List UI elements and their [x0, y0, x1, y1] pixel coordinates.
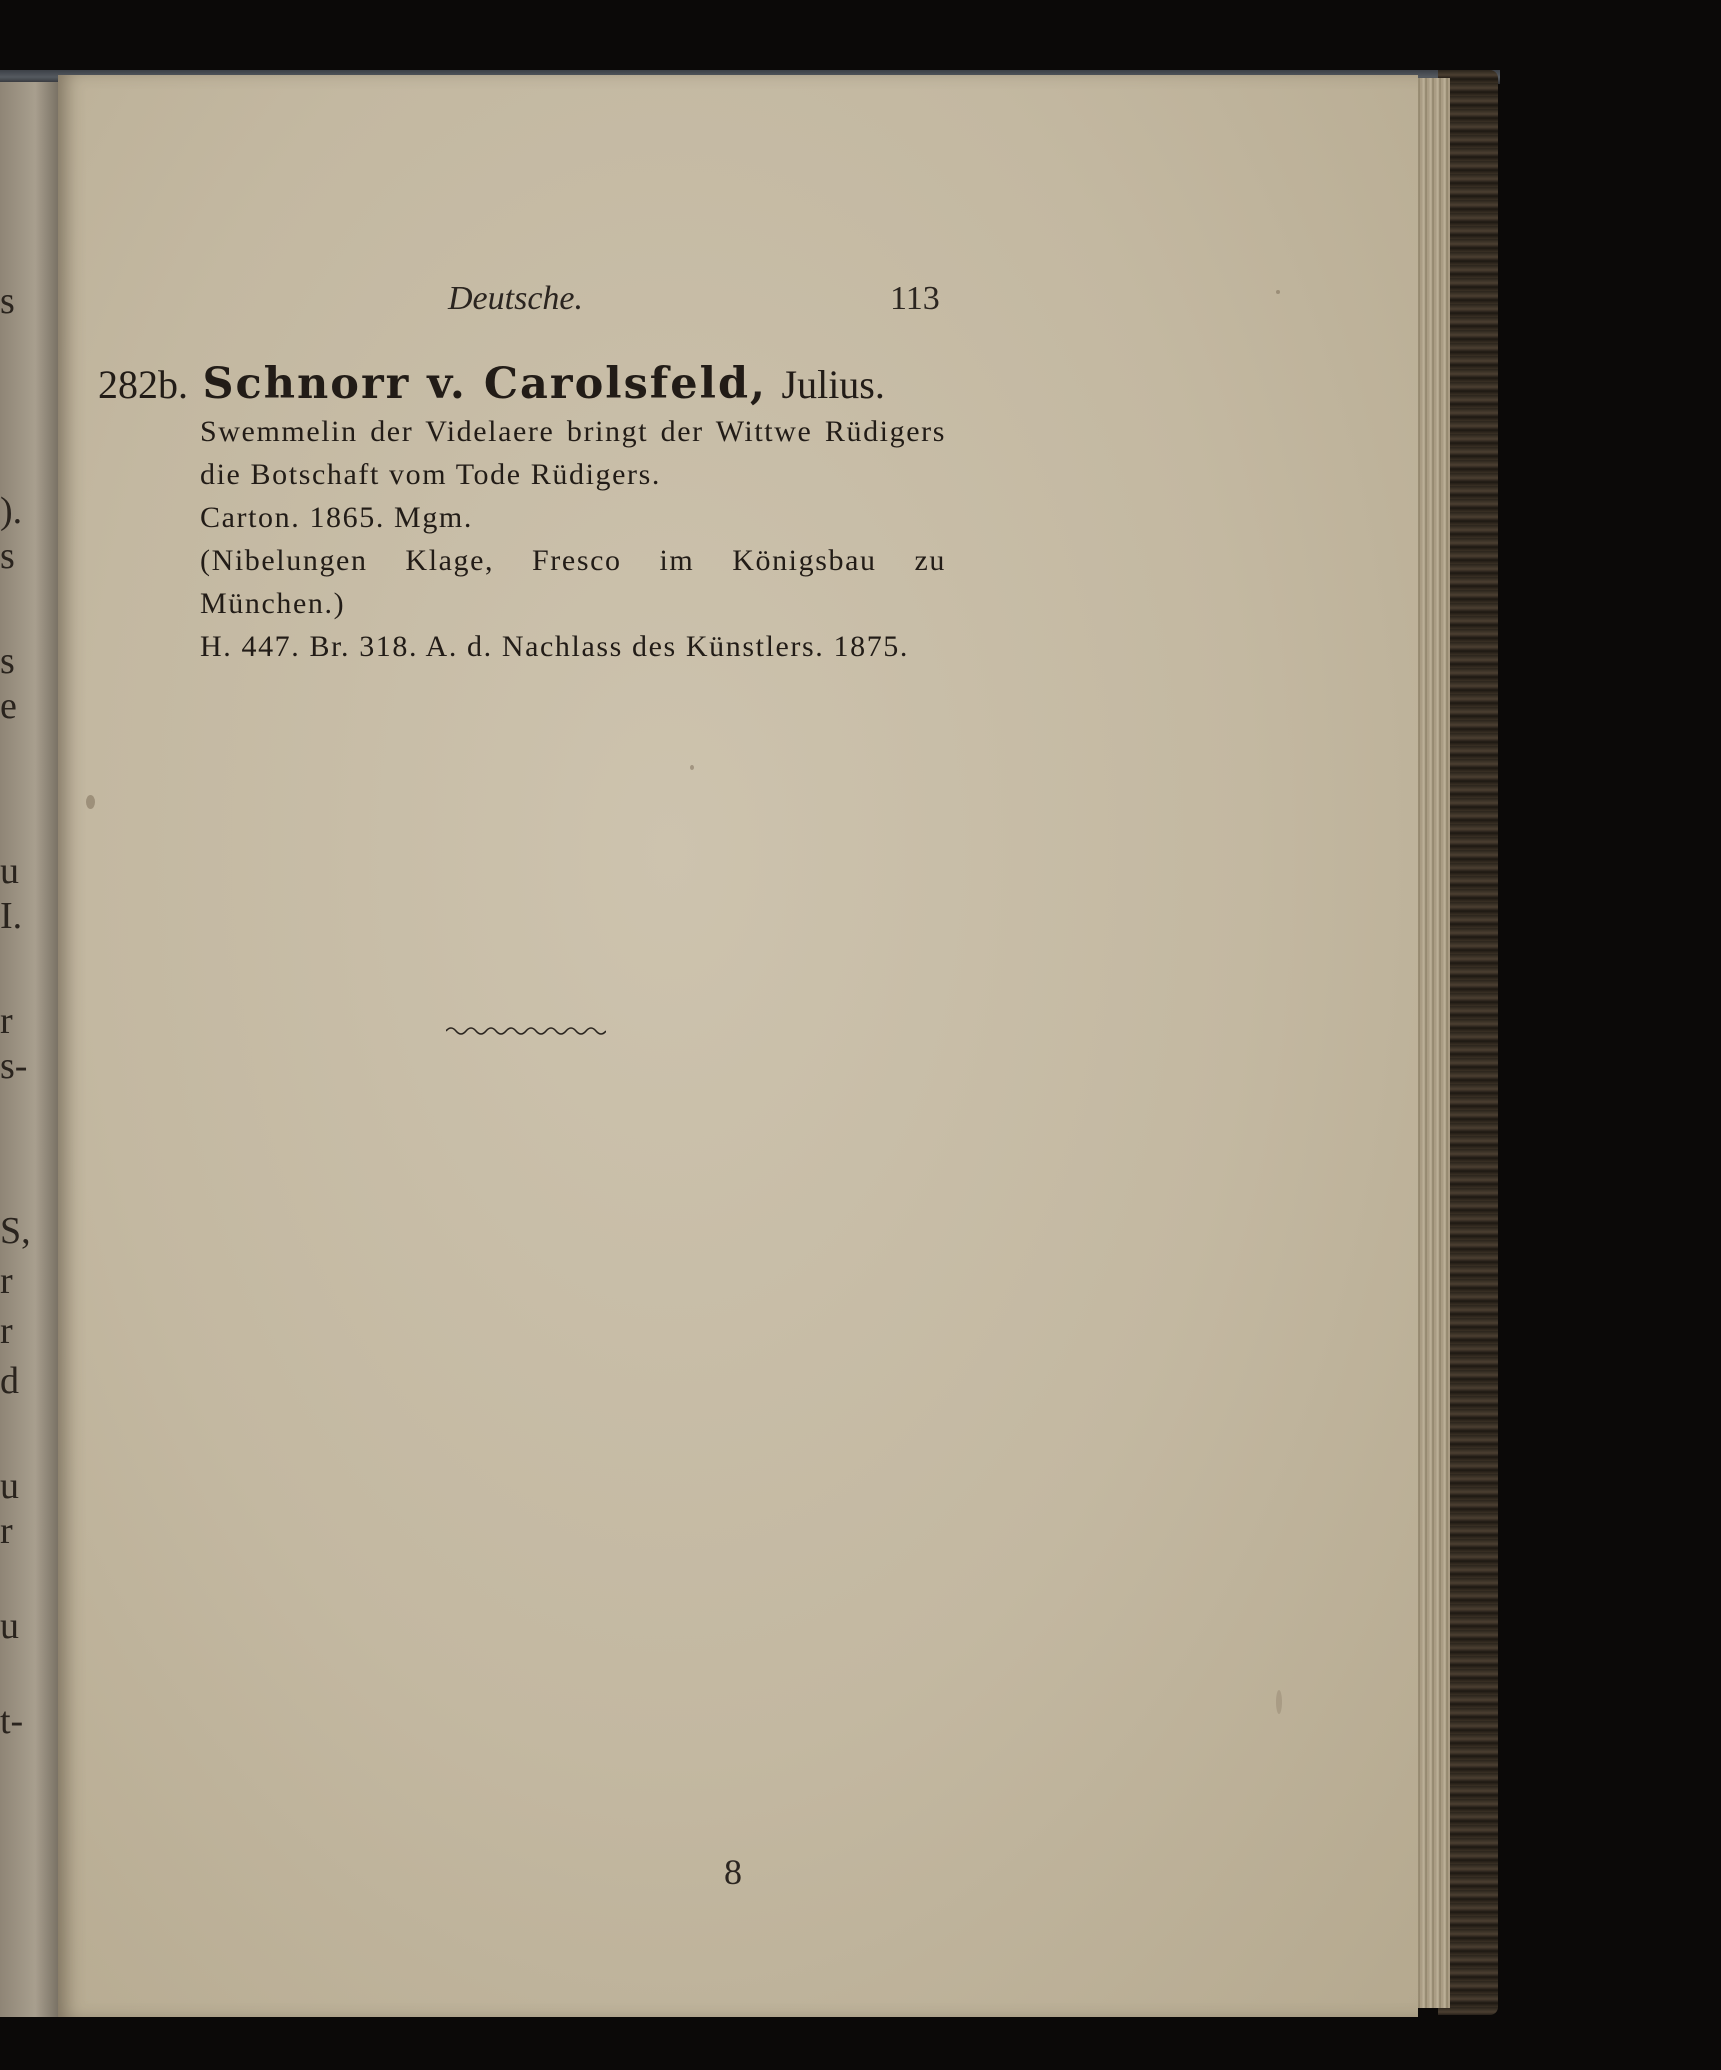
page-header	[58, 280, 1418, 324]
artist-given-name: Julius.	[781, 362, 885, 407]
entry-number: 282b.	[98, 362, 188, 407]
left-page-fragment: t-	[0, 1700, 24, 1742]
artwork-title: Swemmelin der Videlaere bringt der Wittwe Rüdigers die Botschaft vom Tode Rüdigers.	[200, 415, 946, 491]
paper-speck	[1276, 1690, 1282, 1714]
left-facing-page	[0, 82, 67, 2017]
medium-line: Carton. 1865. Mgm.	[200, 501, 473, 534]
reference-note: (Nibelungen Klage, Fresco im Königsbau zu München.)	[200, 544, 946, 620]
paper-speck	[86, 795, 95, 809]
artist-name: Schnorr v. Carolsfeld,	[202, 359, 768, 409]
left-page-fragment: I.	[0, 895, 23, 937]
left-page-fragment: r	[0, 1310, 13, 1352]
paper-speck	[690, 765, 694, 770]
left-page-fragment: r	[0, 1000, 13, 1042]
wavy-divider	[446, 1023, 606, 1039]
signature-mark: 8	[724, 1852, 742, 1892]
entry-heading	[98, 359, 1018, 410]
left-page-fragment: s	[0, 535, 15, 577]
left-page-fragment: u	[0, 1605, 19, 1647]
left-page-fragment: d	[0, 1360, 19, 1402]
left-page-fragment: u	[0, 1465, 19, 1507]
left-page-fragment: s	[0, 640, 15, 682]
left-page-fragment: S,	[0, 1210, 31, 1252]
left-page-fragment: r	[0, 1260, 13, 1302]
page-number: 113	[890, 280, 940, 317]
entry-body	[200, 410, 946, 668]
left-page-fragment: r	[0, 1510, 13, 1552]
catalogue-page	[58, 75, 1418, 2017]
left-page-fragment: ).	[0, 490, 23, 532]
catalogue-entry	[98, 359, 1018, 668]
left-page-fragment: u	[0, 850, 19, 892]
running-head: Deutsche.	[448, 280, 584, 317]
left-page-fragment: s	[0, 280, 15, 322]
provenance-line: H. 447. Br. 318. A. d. Nachlass des Künstlers. 1875.	[200, 630, 909, 663]
left-page-fragment: s-	[0, 1045, 28, 1087]
left-page-fragment: e	[0, 685, 17, 727]
